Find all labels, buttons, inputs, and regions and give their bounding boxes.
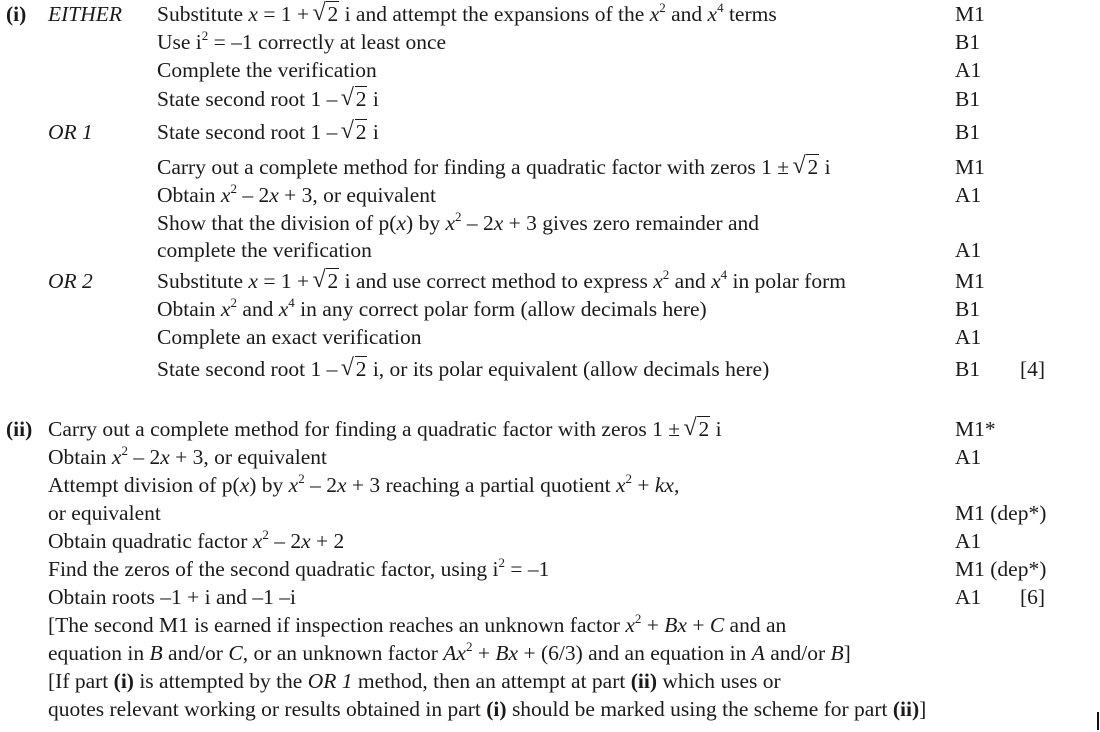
criterion-text: Substitute x = 1 + √ 2 i and attempt the expansions of the $x^2$ and $x^4$ terms (157, 2, 777, 27)
criterion-text: Substitute x = 1 + √ 2 i and use correct method to express $x^2$ and $x^4$ in polar form (157, 269, 846, 294)
criterion-row (0, 557, 1100, 585)
criterion-row (0, 501, 1100, 529)
mark-code: B1 (955, 87, 981, 111)
mark-code: A1 (955, 325, 982, 349)
criterion-text: equation in B and/or C, or an unknown factor $Ax^2 + Bx + (6/3)$ and an equation in A and/or B] (48, 639, 851, 665)
mark-code: M1* (955, 417, 996, 441)
criterion-text: Find the zeros of the second quadratic factor, using $i^2 = -1$ (48, 555, 550, 581)
part-ii-total: [6] (1020, 585, 1046, 609)
mark-code: M1 (955, 155, 985, 179)
part-i-total: [4] (1020, 357, 1046, 381)
criterion-text: Obtain $x^2 - 2x + 3$, or equivalent (157, 181, 436, 207)
criterion-text: Show that the division of p(x) by $x^2 - 2x + 3$ gives zero remainder and (157, 209, 759, 235)
criterion-text: State second root 1 – √ 2 i (157, 87, 379, 112)
mark-code: A1 (955, 529, 982, 553)
mark-code: M1 (955, 2, 985, 26)
mark-code: B1 (955, 120, 981, 144)
criterion-row (0, 473, 1100, 501)
criterion-row (0, 641, 1100, 669)
mark-code: B1 (955, 357, 981, 381)
part-i-label: (i) (6, 2, 27, 26)
mark-code: A1 (955, 445, 982, 469)
mark-code: M1 (dep*) (955, 501, 1047, 525)
criterion-text: State second root 1 – √ 2 i (157, 120, 379, 145)
criterion-row (0, 325, 1100, 353)
criterion-text: Attempt division of p(x) by $x^2 - 2x + 3$ reaching a partial quotient $x^2$ + kx, (48, 471, 680, 497)
criterion-row (0, 120, 1100, 148)
mark-code: M1 (955, 269, 985, 293)
criterion-row (0, 183, 1100, 211)
criterion-row (0, 87, 1100, 115)
method-label-or1: OR 1 (48, 120, 93, 144)
part-ii-label: (ii) (6, 417, 33, 441)
criterion-text: Carry out a complete method for finding a quadratic factor with zeros 1 ± √ 2 i (157, 155, 831, 180)
mark-code: B1 (955, 297, 981, 321)
criterion-row (0, 613, 1100, 641)
method-label-either: EITHER (48, 2, 123, 26)
criterion-row (0, 445, 1100, 473)
mark-code: A1 (955, 238, 982, 262)
criterion-text: complete the verification (157, 238, 372, 262)
criterion-row (0, 269, 1100, 297)
mark-code: A1 (955, 183, 982, 207)
criterion-text: Use $i^2 = -1$ correctly at least once (157, 28, 447, 54)
criterion-row (0, 669, 1100, 697)
criterion-text: Complete the verification (157, 58, 377, 82)
method-label-or2: OR 2 (48, 269, 93, 293)
criterion-text: State second root 1 – √ 2 i, or its polar equivalent (allow decimals here) (157, 357, 769, 382)
mark-code: B1 (955, 30, 981, 54)
mark-code: M1 (dep*) (955, 557, 1047, 581)
criterion-text: Obtain $x^2 - 2x + 3$, or equivalent (48, 443, 327, 469)
criterion-text: Obtain quadratic factor $x^2 - 2x + 2$ (48, 527, 345, 553)
criterion-row (0, 58, 1100, 86)
criterion-text: Complete an exact verification (157, 325, 422, 349)
mark-code: A1 (955, 585, 982, 609)
criterion-text: Carry out a complete method for finding a quadratic factor with zeros 1 ± √ 2 i (48, 417, 722, 442)
criterion-row (0, 155, 1100, 183)
mark-code: A1 (955, 58, 982, 82)
criterion-text: or equivalent (48, 501, 161, 525)
text-cursor (1097, 712, 1099, 730)
criterion-row (0, 529, 1100, 557)
criterion-row (0, 697, 1100, 725)
criterion-row (0, 238, 1100, 266)
criterion-row (0, 297, 1100, 325)
criterion-text: [The second M1 is earned if inspection reaches an unknown factor $x^2 + Bx + C$ and an (48, 611, 787, 637)
criterion-text: quotes relevant working or results obtained in part (i) should be marked using the scheme for part (ii)] (48, 697, 927, 721)
criterion-row (0, 211, 1100, 239)
criterion-row (0, 2, 1100, 30)
criterion-row (0, 30, 1100, 58)
criterion-text: Obtain roots –1 + i and –1 –i (48, 585, 297, 609)
criterion-text: [If part (i) is attempted by the OR 1 method, then an attempt at part (ii) which uses or (48, 669, 781, 693)
part-i-total-row (0, 357, 1100, 385)
part-ii-total-row (0, 585, 1100, 613)
criterion-text: Obtain $x^2$ and $x^4$ in any correct polar form (allow decimals here) (157, 295, 707, 321)
part-ii-header-row (0, 417, 1100, 445)
